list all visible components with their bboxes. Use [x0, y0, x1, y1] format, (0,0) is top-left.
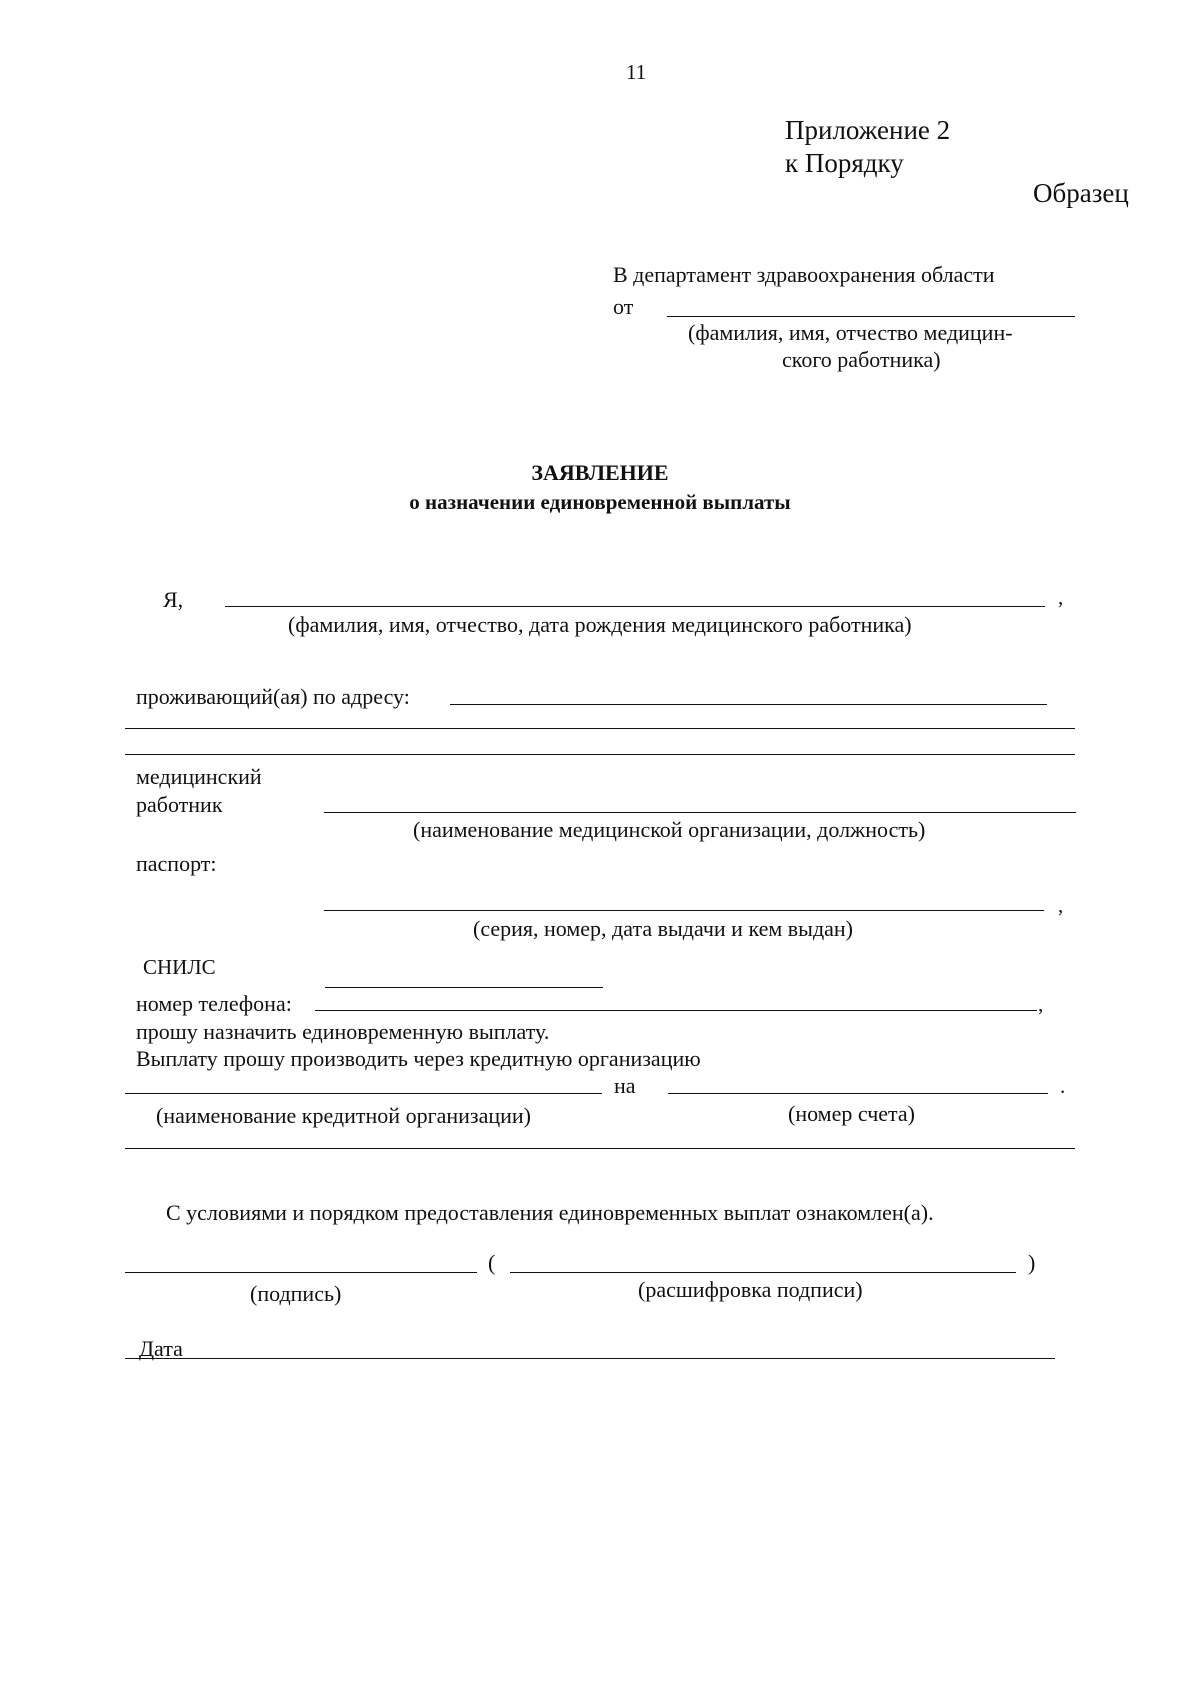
- snils-line[interactable]: [325, 987, 603, 988]
- signature-hint: (подпись): [250, 1281, 342, 1306]
- phone-label: номер телефона:: [136, 991, 292, 1016]
- account-period: .: [1060, 1074, 1066, 1098]
- account-number-line[interactable]: [668, 1093, 1048, 1094]
- open-paren: (: [488, 1250, 496, 1275]
- med-worker-line[interactable]: [324, 812, 1076, 813]
- bank-hint: (наименование кредитной организации): [156, 1103, 531, 1128]
- address-line-1[interactable]: [450, 704, 1047, 705]
- bank-name-line[interactable]: [125, 1093, 602, 1094]
- address-line-2[interactable]: [125, 728, 1075, 729]
- addressee-from-hint-2: ского работника): [782, 347, 941, 372]
- passport-comma: ,: [1058, 893, 1064, 917]
- med-worker-hint: (наименование медицинской организации, должность): [413, 817, 926, 842]
- acknowledgement-text: С условиями и порядком предоставления единовременных выплат ознакомлен(а).: [166, 1200, 934, 1225]
- applicant-label: Я,: [163, 587, 184, 612]
- addressee-from-label: от: [613, 294, 634, 319]
- phone-comma: ,: [1038, 992, 1044, 1016]
- date-label: Дата: [139, 1336, 183, 1361]
- passport-line[interactable]: [324, 910, 1044, 911]
- document-title: ЗАЯВЛЕНИЕ: [531, 460, 669, 485]
- signature-line[interactable]: [125, 1272, 477, 1273]
- applicant-comma: ,: [1058, 585, 1064, 609]
- applicant-name-line[interactable]: [225, 606, 1045, 607]
- payment-text: Выплату прошу производить через кредитную организацию: [136, 1046, 701, 1071]
- addressee-from-line[interactable]: [667, 316, 1075, 317]
- page-number: 11: [626, 60, 647, 84]
- passport-label: паспорт:: [136, 851, 217, 876]
- appendix-number: Приложение 2: [785, 115, 951, 145]
- addressee-to: В департамент здравоохранения области: [613, 262, 995, 287]
- snils-label: СНИЛС: [143, 955, 216, 979]
- bank-extra-line[interactable]: [125, 1148, 1075, 1149]
- applicant-hint: (фамилия, имя, отчество, дата рождения медицинского работника): [288, 612, 912, 637]
- account-hint: (номер счета): [788, 1101, 915, 1126]
- appendix-reference: к Порядку: [785, 148, 904, 178]
- med-worker-label-2: работник: [136, 792, 223, 817]
- phone-line[interactable]: [315, 1010, 1037, 1011]
- close-paren: ): [1028, 1250, 1036, 1275]
- passport-hint: (серия, номер, дата выдачи и кем выдан): [473, 916, 854, 941]
- address-line-3[interactable]: [125, 754, 1075, 755]
- document-subtitle: о назначении единовременной выплаты: [409, 490, 791, 514]
- sample-label: Образец: [1033, 178, 1129, 208]
- med-worker-label-1: медицинский: [136, 764, 262, 789]
- signature-decode-line[interactable]: [510, 1272, 1016, 1273]
- request-text: прошу назначить единовременную выплату.: [136, 1019, 550, 1044]
- on-label: на: [614, 1073, 636, 1098]
- addressee-from-hint-1: (фамилия, имя, отчество медицин-: [688, 320, 1013, 345]
- date-line[interactable]: [125, 1358, 1055, 1359]
- signature-decode-hint: (расшифровка подписи): [638, 1277, 863, 1302]
- address-label: проживающий(ая) по адресу:: [136, 684, 410, 709]
